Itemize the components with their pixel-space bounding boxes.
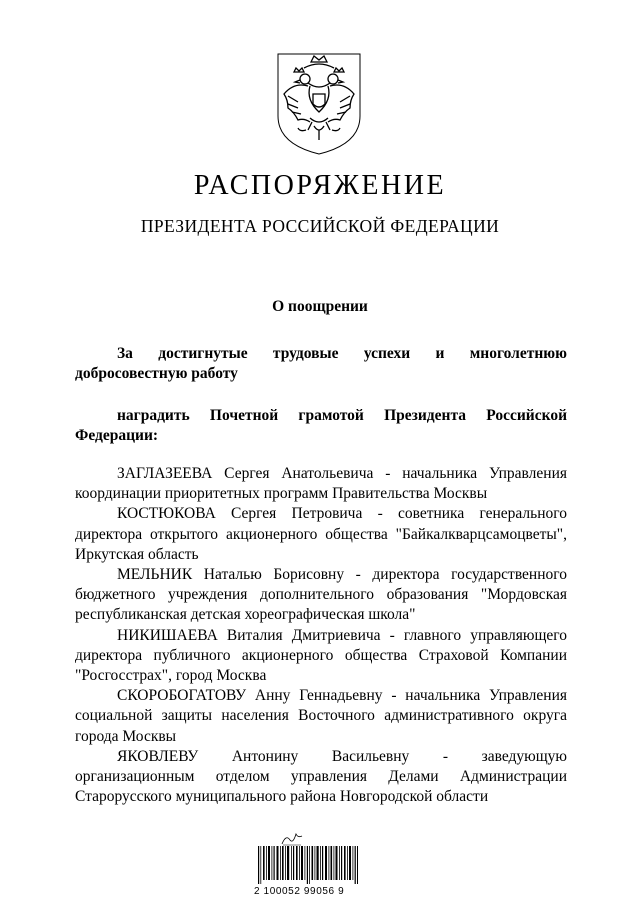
pen-mark-icon bbox=[280, 832, 304, 846]
award-paragraph: наградить Почетной грамотой Президента Российской Федерации: bbox=[75, 407, 567, 444]
document-heading: О поощрении bbox=[272, 298, 368, 315]
awardee-item: КОСТЮКОВА Сергея Петровича - советника генерального директора открытого акционерного общества "Байкалкварцсамоцветы", Иркутская область bbox=[75, 505, 567, 563]
awardee-item: МЕЛЬНИК Наталью Борисовну - директора государственного бюджетного учреждения дополнительного образования "Мордовская республиканская детская хореографическая школа" bbox=[75, 566, 567, 624]
reasons-paragraph: За достигнутые трудовые успехи и многолетнюю добросовестную работу bbox=[75, 345, 567, 382]
awardee-item: НИКИШАЕВА Виталия Дмитриевича - главного управляющего директора публичного акционерного общества Страховой Компании "Росгосстрах", город Москва bbox=[75, 626, 567, 685]
awardee-item: СКОРОБОГАТОВУ Анну Геннадьевну - начальника Управления социальной защиты населения Восточного административного округа города Москвы bbox=[75, 687, 567, 745]
coat-of-arms-icon bbox=[274, 52, 364, 156]
document-title: РАСПОРЯЖЕНИЕ bbox=[193, 170, 447, 201]
barcode-icon bbox=[258, 846, 358, 884]
awardee-item: ЗАГЛАЗЕЕВА Сергея Анатольевича - начальника Управления координации приоритетных программ Правительства Москвы bbox=[75, 465, 567, 503]
awardee-item: ЯКОВЛЕВУ Антонину Васильевну - заведующую организационным отделом управления Делами Администрации Старорусского муниципального района Новгородской области bbox=[75, 747, 567, 806]
barcode-number: 2 100052 99056 9 bbox=[254, 886, 345, 897]
document-subtitle: ПРЕЗИДЕНТА РОССИЙСКОЙ ФЕДЕРАЦИИ bbox=[140, 216, 500, 236]
awardee-list bbox=[75, 464, 567, 807]
